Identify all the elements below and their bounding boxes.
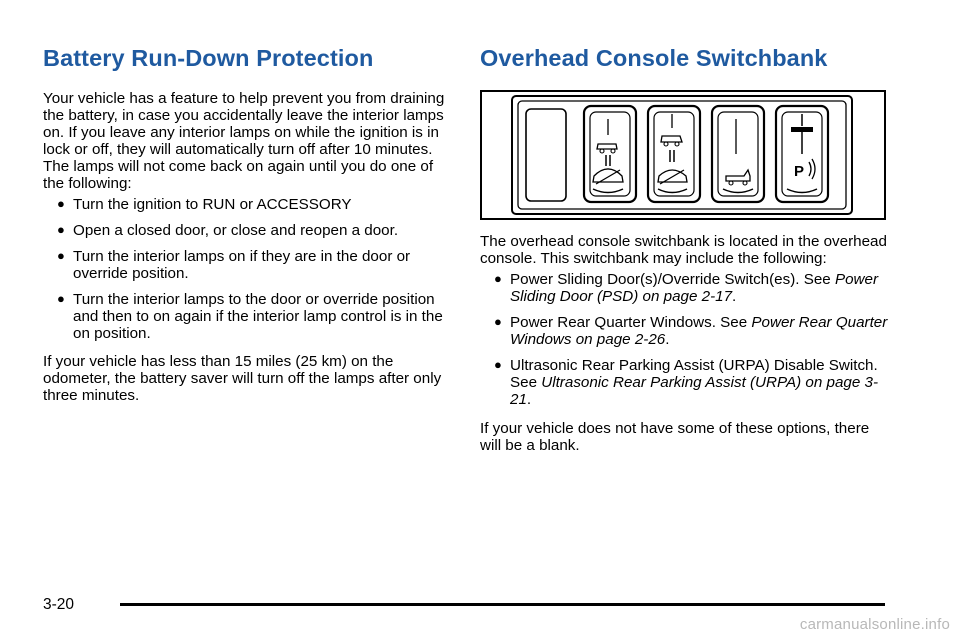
switchbank-section: [480, 40, 890, 454]
bullet-icon: ●: [494, 271, 502, 286]
list-item: ● Turn the interior lamps on if they are in the door or override position.: [57, 248, 411, 282]
switchbank-illustration: [480, 90, 886, 220]
list-item: ● Power Rear Quarter Windows. See Power Rear Quarter Windows on page 2-26.: [494, 314, 888, 348]
footer-divider: [120, 603, 885, 606]
bullet-icon: ●: [494, 314, 502, 329]
page-reference-link[interactable]: Power Sliding Door (PSD) on page 2-17: [510, 271, 879, 305]
switchbank-outro: If your vehicle does not have some of these options, there will be a blank.: [480, 420, 870, 454]
page-number: 3-20: [43, 596, 75, 613]
switchbank-bullet-list: [480, 271, 890, 408]
rear-window-switch: [712, 106, 764, 202]
parking-assist-switch: [776, 106, 828, 202]
battery-section: [43, 40, 453, 404]
bullet-icon: ●: [57, 248, 65, 263]
battery-bullet-list: [43, 196, 453, 342]
bullet-icon: ●: [57, 291, 65, 306]
watermark: carmanualsonline.info: [799, 616, 950, 633]
blank-panel: [526, 109, 566, 201]
sliding-door-switch-right: [648, 106, 700, 202]
list-item: ● Open a closed door, or close and reopen a door.: [57, 222, 399, 239]
switchbank-intro: The overhead console switchbank is located in the overhead console. This switchbank may include the following:: [480, 233, 887, 267]
bullet-icon: ●: [57, 222, 65, 237]
battery-outro: If your vehicle has less than 15 miles (25 km) on the odometer, the battery saver will turn off the lamps after only three minutes.: [43, 353, 442, 404]
battery-intro: Your vehicle has a feature to help prevent you from draining the battery, in case you accidentally leave the interior lamps on. If you leave any interior lamps on while the ignition is in lock or off, they will automatically turn off after 10 minutes. The lamps will not come back on again until you do one of the following:: [43, 90, 445, 192]
switchbank-section-title: Overhead Console Switchbank: [480, 45, 828, 71]
list-item: ● Power Sliding Door(s)/Override Switch(es). See Power Sliding Door (PSD) on page 2-17.: [494, 271, 879, 305]
battery-section-title: Battery Run-Down Protection: [43, 45, 374, 71]
list-item: ● Turn the interior lamps to the door or override position and then to on again if the interior lamp control is in the on position.: [57, 291, 443, 342]
page-reference-link[interactable]: Ultrasonic Rear Parking Assist (URPA) on page 3-21: [510, 374, 879, 408]
sliding-door-switch-left: [584, 106, 636, 202]
bullet-icon: ●: [494, 357, 502, 372]
switchbank-drawing: [482, 92, 888, 222]
list-item: ● Turn the ignition to RUN or ACCESSORY: [57, 196, 352, 213]
bullet-icon: ●: [57, 196, 65, 211]
parking-assist-label: P: [794, 163, 805, 180]
list-item: ● Ultrasonic Rear Parking Assist (URPA) Disable Switch. See Ultrasonic Rear Parking Assist (URPA) on page 3-21.: [494, 357, 879, 408]
page-reference-link[interactable]: Power Rear Quarter Windows on page 2-26: [510, 314, 888, 348]
